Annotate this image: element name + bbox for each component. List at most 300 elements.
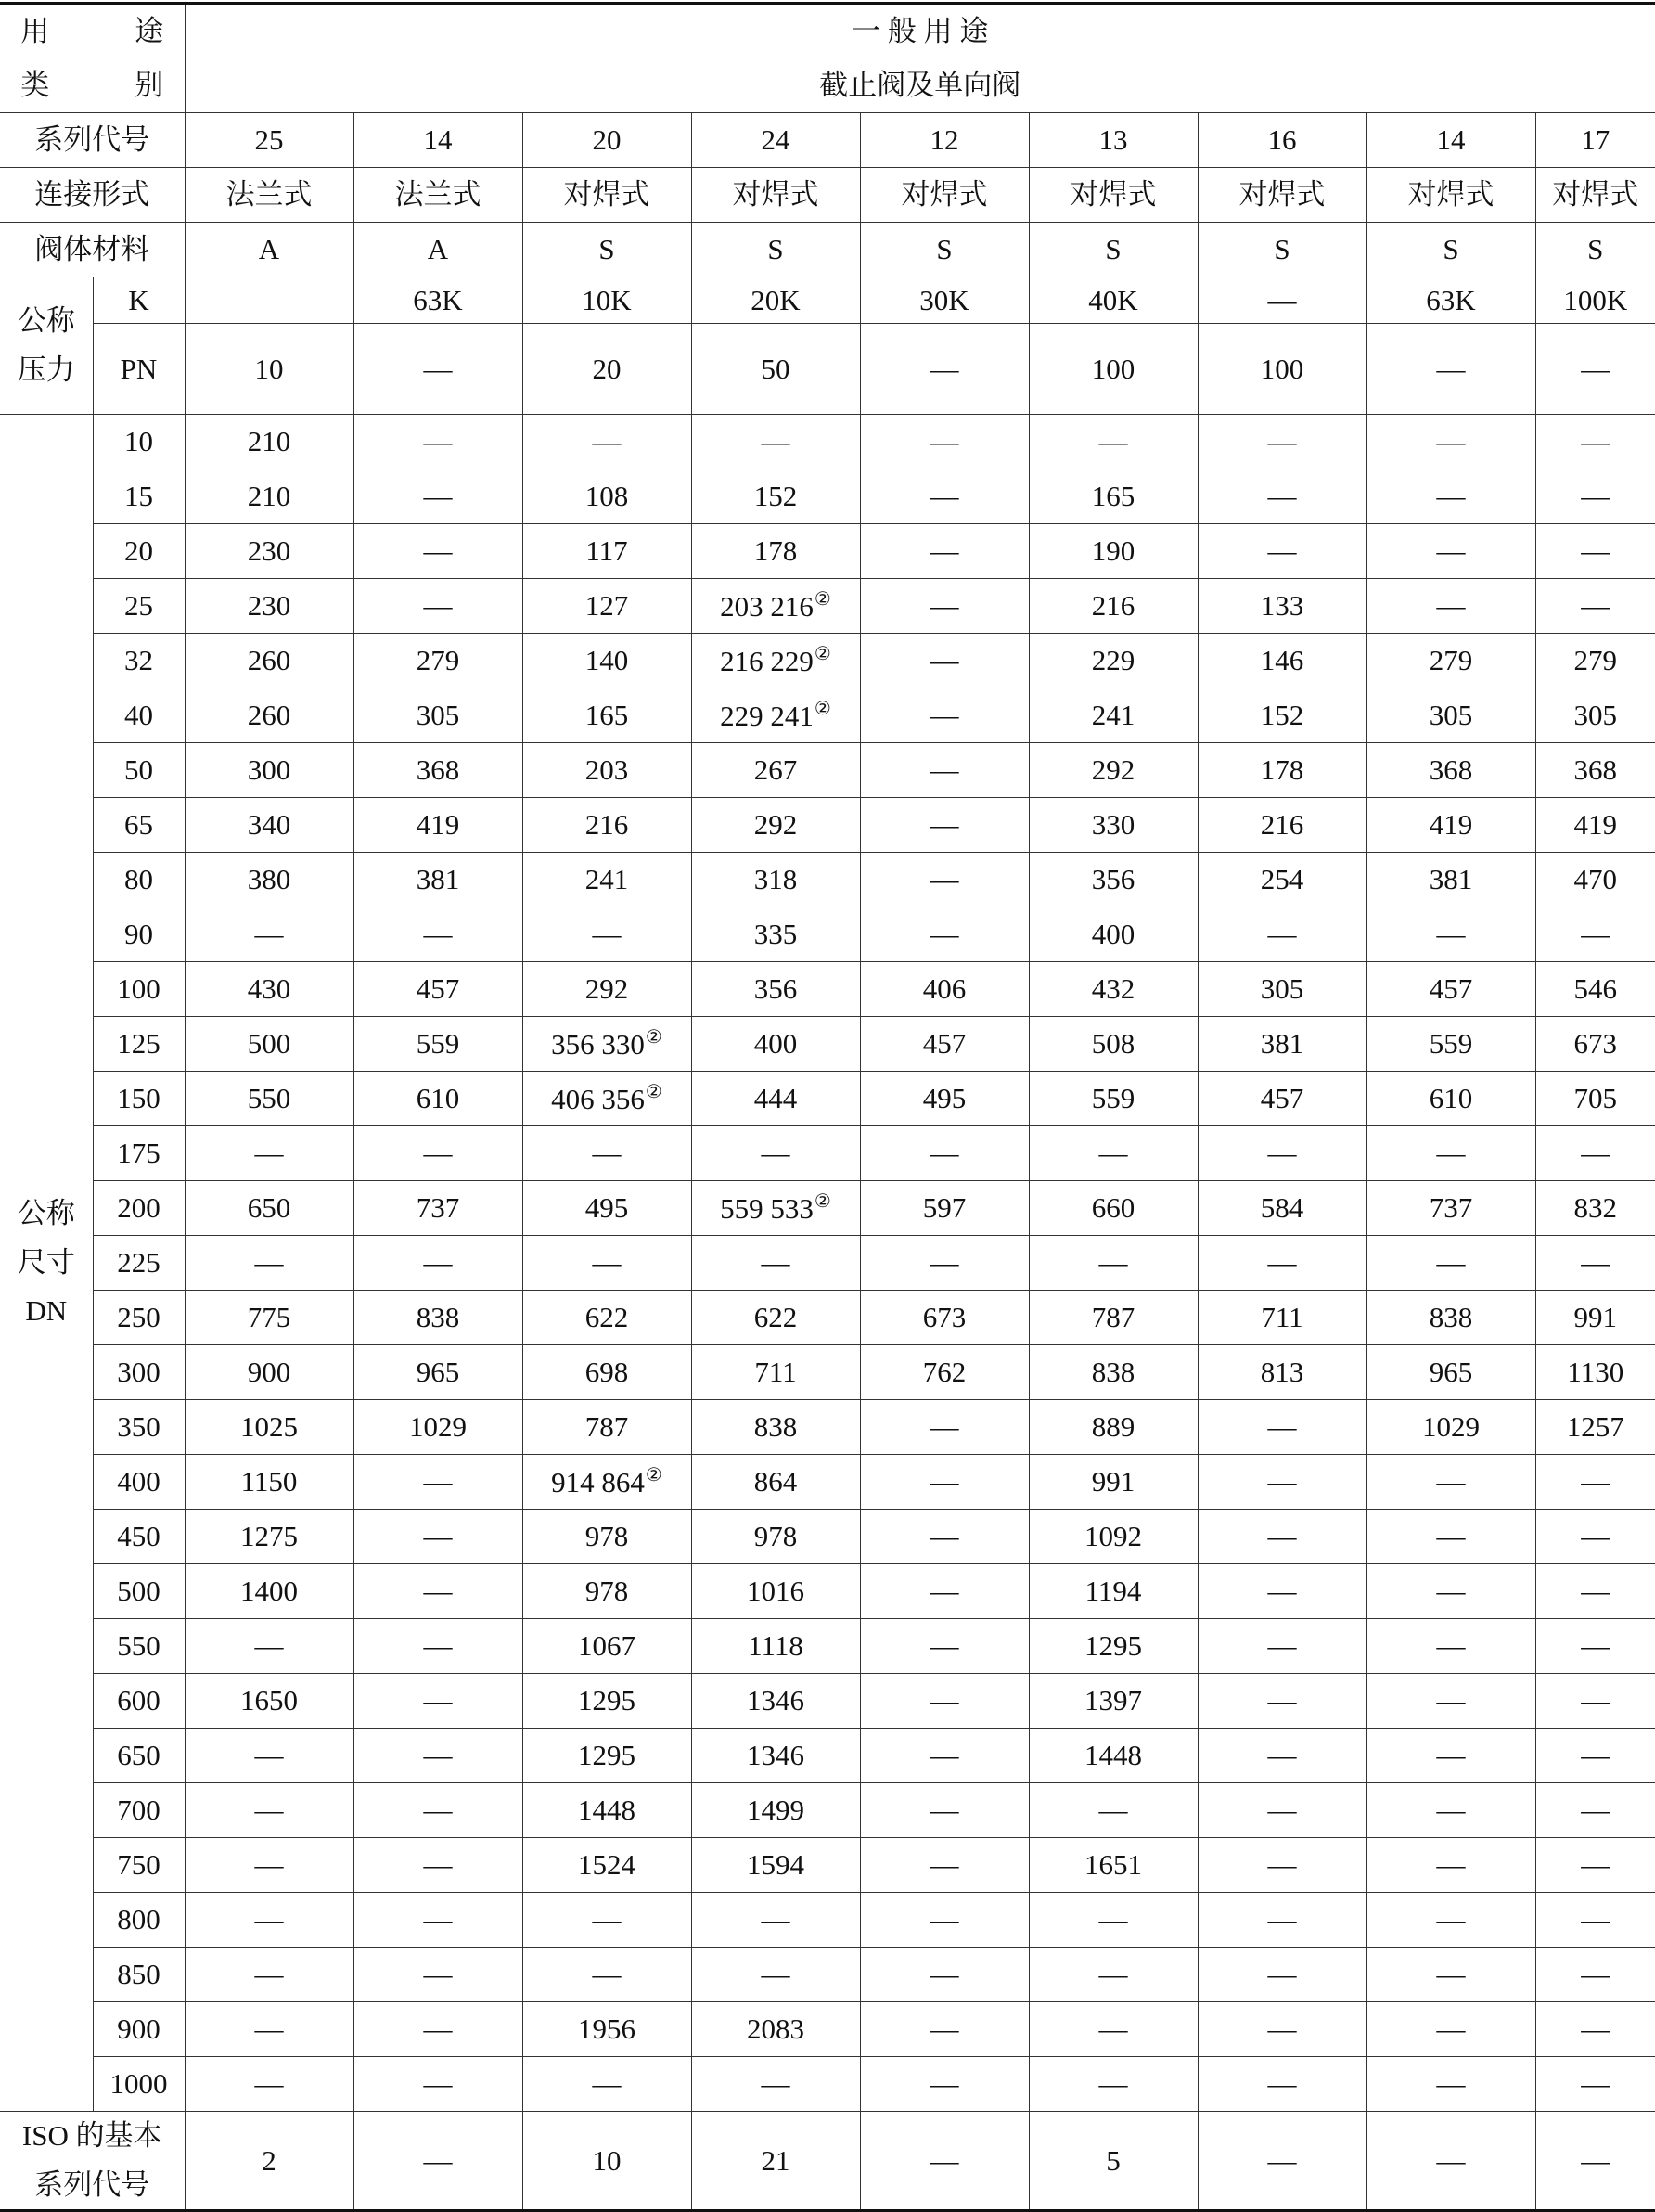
length-cell: [860, 1510, 1029, 1564]
dn-value: 250: [93, 1291, 185, 1345]
length-cell: [185, 469, 353, 524]
length-cell: [522, 1291, 691, 1345]
length-value: 495: [922, 1082, 967, 1115]
length-value: 260: [247, 699, 291, 732]
length-cell: [1029, 1072, 1198, 1126]
dn-value: 1000: [93, 2057, 185, 2112]
length-cell: [522, 1072, 691, 1126]
length-value: —: [1581, 480, 1610, 513]
length-value: 300: [247, 753, 291, 787]
length-value: 1448: [578, 1794, 635, 1827]
body-material-8: S: [1366, 223, 1535, 277]
length-value: —: [1098, 1903, 1128, 1936]
table-row: [0, 907, 1655, 962]
length-value: 305: [1260, 972, 1304, 1006]
length-cell: [1535, 1619, 1655, 1674]
length-value: 279: [416, 644, 460, 677]
length-value: 597: [922, 1191, 967, 1225]
length-value: 305: [416, 699, 460, 732]
pressure-k-1: [185, 277, 353, 324]
table-row: [0, 1181, 1655, 1236]
length-cell: [185, 2057, 353, 2112]
length-cell: [691, 1510, 860, 1564]
table-row: [0, 1619, 1655, 1674]
body-material-4: S: [691, 223, 860, 277]
length-cell: [860, 1400, 1029, 1455]
length-cell: [353, 415, 522, 469]
length-value: 711: [1261, 1301, 1303, 1334]
length-cell: [522, 1017, 691, 1072]
table-row: [0, 798, 1655, 853]
length-cell: [1198, 1510, 1366, 1564]
length-value: 737: [416, 1191, 460, 1225]
length-value: 335: [753, 918, 798, 951]
length-value: —: [592, 918, 622, 951]
length-cell: [353, 962, 522, 1017]
table-row: [0, 634, 1655, 688]
length-cell: [522, 469, 691, 524]
use-label-part-b: 途: [135, 14, 164, 47]
length-cell: [1535, 1126, 1655, 1181]
length-value: 140: [584, 644, 629, 677]
length-value: 559: [1091, 1082, 1135, 1115]
table-row: [0, 1510, 1655, 1564]
length-cell: [860, 1729, 1029, 1783]
length-cell: [185, 1017, 353, 1072]
length-value: 368: [1573, 753, 1618, 787]
length-cell: [353, 1674, 522, 1729]
length-value: 318: [753, 863, 798, 896]
length-cell: [1198, 1291, 1366, 1345]
length-cell: [691, 2002, 860, 2057]
length-value: —: [1267, 1410, 1297, 1444]
length-cell: [1198, 798, 1366, 853]
nominal-size-label-line-1: 公称: [17, 1196, 75, 1229]
dn-value: 175: [93, 1126, 185, 1181]
length-cell: [1366, 634, 1535, 688]
dn-value: 350: [93, 1400, 185, 1455]
length-value: 457: [1429, 972, 1473, 1006]
length-cell: [1535, 1181, 1655, 1236]
length-value: 1400: [240, 1575, 298, 1608]
iso-series-code: 2: [185, 2112, 353, 2211]
length-value: —: [254, 918, 284, 951]
length-value: 267: [753, 753, 798, 787]
length-cell: [1029, 469, 1198, 524]
length-cell: [1535, 2002, 1655, 2057]
length-value: 584: [1260, 1191, 1304, 1225]
nominal-size-label-line-3: DN: [25, 1294, 68, 1328]
length-value: —: [254, 2067, 284, 2101]
length-value: 380: [247, 863, 291, 896]
length-value: 1029: [1422, 1410, 1480, 1444]
length-cell: [1029, 1838, 1198, 1893]
length-value: —: [1436, 1575, 1466, 1608]
length-cell: [522, 688, 691, 743]
length-value: —: [423, 1575, 453, 1608]
length-value: —: [423, 1739, 453, 1772]
table-row: [0, 1236, 1655, 1291]
length-value: 146: [1260, 644, 1304, 677]
iso-series-label-line-2: 系列代号: [34, 2167, 150, 2201]
length-value: —: [930, 1903, 959, 1936]
length-cell: [860, 798, 1029, 853]
connection-type-1: 法兰式: [185, 168, 353, 223]
length-value: 559 533: [720, 1191, 814, 1225]
length-cell: [185, 743, 353, 798]
pn-label: PN: [93, 324, 185, 415]
length-cell: [522, 1783, 691, 1838]
length-cell: [185, 1400, 353, 1455]
length-cell: [860, 469, 1029, 524]
length-value: —: [254, 1739, 284, 1772]
length-value: 610: [416, 1082, 460, 1115]
k-label: K: [93, 277, 185, 324]
pressure-pn-6: 100: [1029, 324, 1198, 415]
length-value: 419: [1573, 808, 1618, 842]
length-value: 660: [1091, 1191, 1135, 1225]
length-value: 698: [584, 1356, 629, 1389]
length-value: 1448: [1084, 1739, 1142, 1772]
body-material-9: S: [1535, 223, 1655, 277]
length-cell: [1029, 853, 1198, 907]
length-value: 133: [1260, 589, 1304, 623]
length-value: 108: [584, 480, 629, 513]
dn-value: 300: [93, 1345, 185, 1400]
length-value: 762: [922, 1356, 967, 1389]
length-value: —: [423, 1465, 453, 1498]
dn-value: 850: [93, 1948, 185, 2002]
length-value: 965: [416, 1356, 460, 1389]
length-cell: [353, 1564, 522, 1619]
length-cell: [1029, 2002, 1198, 2057]
length-value: 381: [416, 863, 460, 896]
length-value: 838: [753, 1410, 798, 1444]
category-label: [0, 58, 185, 113]
table-row: [0, 1291, 1655, 1345]
length-value: 165: [584, 699, 629, 732]
length-cell: [1029, 1236, 1198, 1291]
length-value: —: [1267, 1575, 1297, 1608]
length-value: 991: [1091, 1465, 1135, 1498]
series-code-1: 25: [185, 113, 353, 168]
length-cell: [691, 1729, 860, 1783]
length-cell: [1029, 1291, 1198, 1345]
length-value: —: [1098, 2013, 1128, 2046]
length-cell: [691, 415, 860, 469]
length-value: 787: [1091, 1301, 1135, 1334]
dn-value: 90: [93, 907, 185, 962]
length-value: 1275: [240, 1520, 298, 1553]
length-cell: [185, 1783, 353, 1838]
length-cell: [185, 1126, 353, 1181]
length-cell: [1366, 1783, 1535, 1838]
length-cell: [1198, 415, 1366, 469]
length-cell: [1198, 853, 1366, 907]
length-value: —: [1581, 1958, 1610, 1991]
length-value: 292: [1091, 753, 1135, 787]
length-cell: [1535, 579, 1655, 634]
length-value: —: [254, 1137, 284, 1170]
length-cell: [522, 1838, 691, 1893]
iso-series-code: —: [1198, 2112, 1366, 2211]
length-value: 1257: [1566, 1410, 1624, 1444]
length-cell: [1366, 688, 1535, 743]
pressure-pn-8: —: [1366, 324, 1535, 415]
length-value: —: [930, 699, 959, 732]
length-value: —: [1267, 1848, 1297, 1882]
length-cell: [1366, 1674, 1535, 1729]
length-value: 838: [1429, 1301, 1473, 1334]
length-value: 1650: [240, 1684, 298, 1717]
pressure-label: [0, 277, 93, 415]
length-value: 737: [1429, 1191, 1473, 1225]
dn-value: 25: [93, 579, 185, 634]
length-value: 1016: [747, 1575, 804, 1608]
table-row: [0, 1017, 1655, 1072]
body-material-6: S: [1029, 223, 1198, 277]
length-cell: [185, 1455, 353, 1510]
pressure-k-9: 100K: [1535, 277, 1655, 324]
length-value: —: [930, 480, 959, 513]
length-value: 470: [1573, 863, 1618, 896]
connection-type-5: 对焊式: [860, 168, 1029, 223]
length-value: —: [1267, 1903, 1297, 1936]
series-code-6: 13: [1029, 113, 1198, 168]
iso-series-code: —: [1366, 2112, 1535, 2211]
length-value: —: [1098, 1246, 1128, 1280]
dn-value: 40: [93, 688, 185, 743]
length-cell: [1029, 1783, 1198, 1838]
material-label: 阀体材料: [0, 223, 185, 277]
length-value: 1397: [1084, 1684, 1142, 1717]
length-cell: [1366, 1181, 1535, 1236]
length-value: 406: [922, 972, 967, 1006]
length-value: 978: [753, 1520, 798, 1553]
length-value: —: [1267, 918, 1297, 951]
length-cell: [1535, 1674, 1655, 1729]
length-cell: [522, 1126, 691, 1181]
pressure-k-2: 63K: [353, 277, 522, 324]
length-cell: [185, 2002, 353, 2057]
length-cell: [860, 634, 1029, 688]
iso-series-label: [0, 2112, 185, 2211]
length-cell: [522, 1400, 691, 1455]
length-cell: [1366, 2002, 1535, 2057]
length-cell: [185, 1838, 353, 1893]
length-cell: [860, 1783, 1029, 1838]
length-cell: [691, 907, 860, 962]
length-cell: [691, 798, 860, 853]
pressure-pn-3: 20: [522, 324, 691, 415]
length-value: —: [1267, 1246, 1297, 1280]
length-value: —: [254, 1629, 284, 1663]
length-cell: [353, 1455, 522, 1510]
length-cell: [353, 1948, 522, 2002]
length-value: 1651: [1084, 1848, 1142, 1882]
length-cell: [1198, 907, 1366, 962]
length-cell: [353, 1619, 522, 1674]
length-cell: [1198, 1893, 1366, 1948]
length-value: —: [592, 1958, 622, 1991]
length-cell: [1535, 524, 1655, 579]
length-cell: [1366, 1455, 1535, 1510]
length-cell: [185, 1674, 353, 1729]
series-code-3: 20: [522, 113, 691, 168]
length-cell: [1535, 962, 1655, 1017]
length-value: 230: [247, 589, 291, 623]
length-cell: [353, 1838, 522, 1893]
length-value: 775: [247, 1301, 291, 1334]
length-value: 457: [416, 972, 460, 1006]
length-cell: [860, 688, 1029, 743]
connection-type-7: 对焊式: [1198, 168, 1366, 223]
length-value: 305: [1573, 699, 1618, 732]
length-cell: [522, 2002, 691, 2057]
length-cell: [691, 1181, 860, 1236]
dn-value: 700: [93, 1783, 185, 1838]
length-cell: [353, 1345, 522, 1400]
length-cell: [1198, 2002, 1366, 2057]
length-value: —: [1436, 2013, 1466, 2046]
length-value: —: [254, 2013, 284, 2046]
length-cell: [353, 469, 522, 524]
length-value: —: [930, 1575, 959, 1608]
length-cell: [1366, 579, 1535, 634]
length-value: —: [1436, 2067, 1466, 2101]
footnote-mark: ②: [814, 643, 831, 664]
length-cell: [1366, 1236, 1535, 1291]
length-value: 178: [1260, 753, 1304, 787]
length-value: —: [1581, 1575, 1610, 1608]
length-value: —: [1267, 2013, 1297, 2046]
dn-value: 225: [93, 1236, 185, 1291]
length-value: —: [423, 1794, 453, 1827]
dn-value: 32: [93, 634, 185, 688]
length-value: 230: [247, 534, 291, 568]
length-cell: [522, 798, 691, 853]
length-value: —: [1267, 425, 1297, 458]
length-cell: [185, 798, 353, 853]
length-cell: [353, 1400, 522, 1455]
length-value: 889: [1091, 1410, 1135, 1444]
length-value: —: [1436, 1465, 1466, 1498]
length-value: 400: [753, 1027, 798, 1061]
length-value: —: [930, 808, 959, 842]
length-cell: [691, 1236, 860, 1291]
dn-value: 400: [93, 1455, 185, 1510]
length-cell: [1366, 1838, 1535, 1893]
length-value: —: [1436, 425, 1466, 458]
length-value: 430: [247, 972, 291, 1006]
valve-dimension-table: [0, 2, 1655, 2212]
length-value: 216: [1091, 589, 1135, 623]
table-row: [0, 1893, 1655, 1948]
table-row: [0, 853, 1655, 907]
length-cell: [185, 688, 353, 743]
use-value: 一 般 用 途: [185, 4, 1655, 58]
length-cell: [353, 1893, 522, 1948]
length-value: 500: [247, 1027, 291, 1061]
length-value: 978: [584, 1575, 629, 1608]
pressure-k-5: 30K: [860, 277, 1029, 324]
table-row: [0, 1455, 1655, 1510]
length-cell: [691, 1838, 860, 1893]
table-row: [0, 1126, 1655, 1181]
iso-series-code: 21: [691, 2112, 860, 2211]
length-cell: [1029, 1564, 1198, 1619]
dn-value: 100: [93, 962, 185, 1017]
length-cell: [1198, 1838, 1366, 1893]
length-value: 508: [1091, 1027, 1135, 1061]
length-cell: [1029, 962, 1198, 1017]
category-value: 截止阀及单向阀: [185, 58, 1655, 113]
length-cell: [1535, 1948, 1655, 2002]
pressure-k-3: 10K: [522, 277, 691, 324]
length-cell: [353, 1236, 522, 1291]
iso-series-label-line-1: ISO 的基本: [21, 2119, 162, 2152]
length-cell: [1029, 524, 1198, 579]
length-cell: [1029, 1181, 1198, 1236]
pressure-pn-1: 10: [185, 324, 353, 415]
length-value: —: [930, 863, 959, 896]
pressure-pn-4: 50: [691, 324, 860, 415]
connection-type-6: 对焊式: [1029, 168, 1198, 223]
length-cell: [1535, 469, 1655, 524]
length-cell: [1366, 1345, 1535, 1400]
length-cell: [522, 1236, 691, 1291]
length-value: 381: [1260, 1027, 1304, 1061]
body-material-5: S: [860, 223, 1029, 277]
length-cell: [691, 1619, 860, 1674]
length-value: —: [423, 1246, 453, 1280]
iso-series-row: [0, 2112, 1655, 2211]
length-value: —: [423, 1958, 453, 1991]
length-value: 1295: [578, 1739, 635, 1772]
length-cell: [691, 853, 860, 907]
length-cell: [1198, 1400, 1366, 1455]
length-cell: [691, 524, 860, 579]
length-cell: [691, 1455, 860, 1510]
length-cell: [522, 579, 691, 634]
length-value: —: [930, 534, 959, 568]
length-cell: [353, 634, 522, 688]
length-cell: [1029, 634, 1198, 688]
length-cell: [1366, 853, 1535, 907]
length-value: —: [930, 1465, 959, 1498]
length-value: —: [930, 1629, 959, 1663]
length-cell: [860, 962, 1029, 1017]
length-cell: [1029, 1510, 1198, 1564]
length-cell: [185, 1564, 353, 1619]
length-value: —: [1436, 1739, 1466, 1772]
pressure-pn-9: —: [1535, 324, 1655, 415]
length-cell: [1198, 469, 1366, 524]
length-value: 1499: [747, 1794, 804, 1827]
length-cell: [691, 469, 860, 524]
dn-value: 800: [93, 1893, 185, 1948]
pressure-k-4: 20K: [691, 277, 860, 324]
length-cell: [185, 1236, 353, 1291]
length-cell: [1198, 1564, 1366, 1619]
length-cell: [691, 634, 860, 688]
length-value: —: [1581, 1520, 1610, 1553]
length-value: 229 241: [720, 699, 814, 732]
length-cell: [185, 1181, 353, 1236]
length-cell: [353, 2002, 522, 2057]
dn-value: 600: [93, 1674, 185, 1729]
length-value: —: [1098, 2067, 1128, 2101]
